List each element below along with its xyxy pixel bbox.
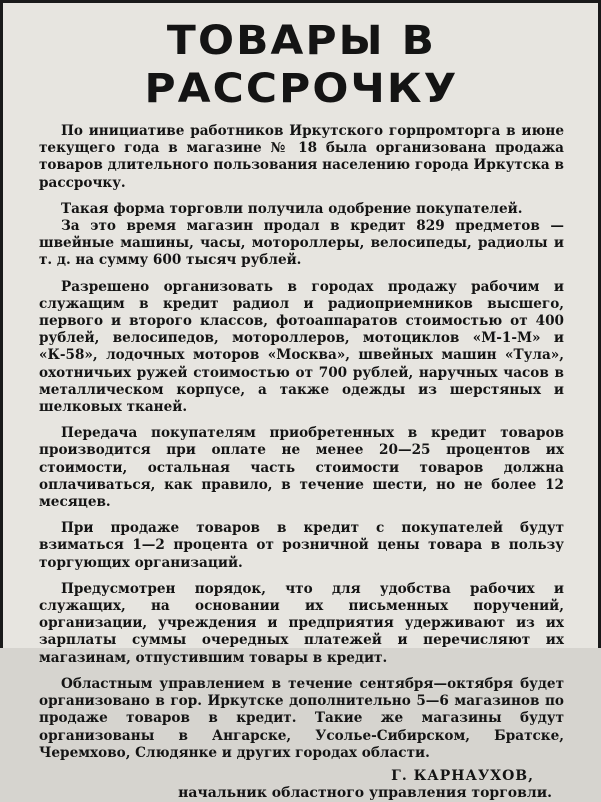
article-paragraph: Предусмотрен порядок, что для удобства рабочих и служащих, на основании их письменных поручений, организации, учреждения и предприятия удерживают из их зарплаты суммы очередных платежей и перечисляют их магазинам, отпустившим товары в кредит. xyxy=(39,580,564,666)
article-paragraph: При продаже товаров в кредит с покупателей будут взиматься 1—2 процента от розничной цены товара в пользу торгующих организаций. xyxy=(39,520,564,571)
article-headline: ТОВАРЫ В РАССРОЧКУ xyxy=(144,18,459,112)
author-title: начальник областного управления торговли. xyxy=(178,784,552,801)
article-paragraph: Областным управлением в течение сентября—октября будет организовано в гор. Иркутске дополнительно 5—6 магазинов по продаже товаров в кредит. Такие же магазины будут организованы в Ангарске, Усолье-Сибирском, Братске, Черемхово, Слюдянке и других городах области. xyxy=(39,675,564,761)
article-signature xyxy=(39,768,564,802)
article-paragraph: Передача покупателям приобретенных в кредит товаров производится при оплате не менее 20—25 процентов их стоимости, остальная часть стоимости товаров должна оплачиваться, как правило, в течение шести, но не более 12 месяцев. xyxy=(39,425,564,511)
author-name: Г. КАРНАУХОВ, xyxy=(391,767,534,784)
article-paragraph: Разрешено организовать в городах продажу рабочим и служащим в кредит радиол и радиоприемников высшего, первого и второго классов, фотоаппаратов стоимостью от 400 рублей, велосипедов, мотороллеров, мотоциклов «М-1-М» и «К-58», лодочных моторов «Москва», швейных машин «Тула», охотничьих ружей стоимостью от 700 рублей, наручных часов в металлическом корпусе, а также одежды из шерстяных и шелковых тканей. xyxy=(39,278,564,416)
article-paragraph: По инициативе работников Иркутского горпромторга в июне текущего года в магазине № 18 была организована продажа товаров длительного пользования населению города Иркутска в рассрочку. xyxy=(39,123,564,191)
article-paragraph: Такая форма торговли получила одобрение покупателей. xyxy=(61,200,523,217)
article-paragraph: За это время магазин продал в кредит 829 предметов — швейные машины, часы, мотороллеры, велосипеды, радиолы и т. д. на сумму 600 тысяч рублей. xyxy=(39,218,564,269)
